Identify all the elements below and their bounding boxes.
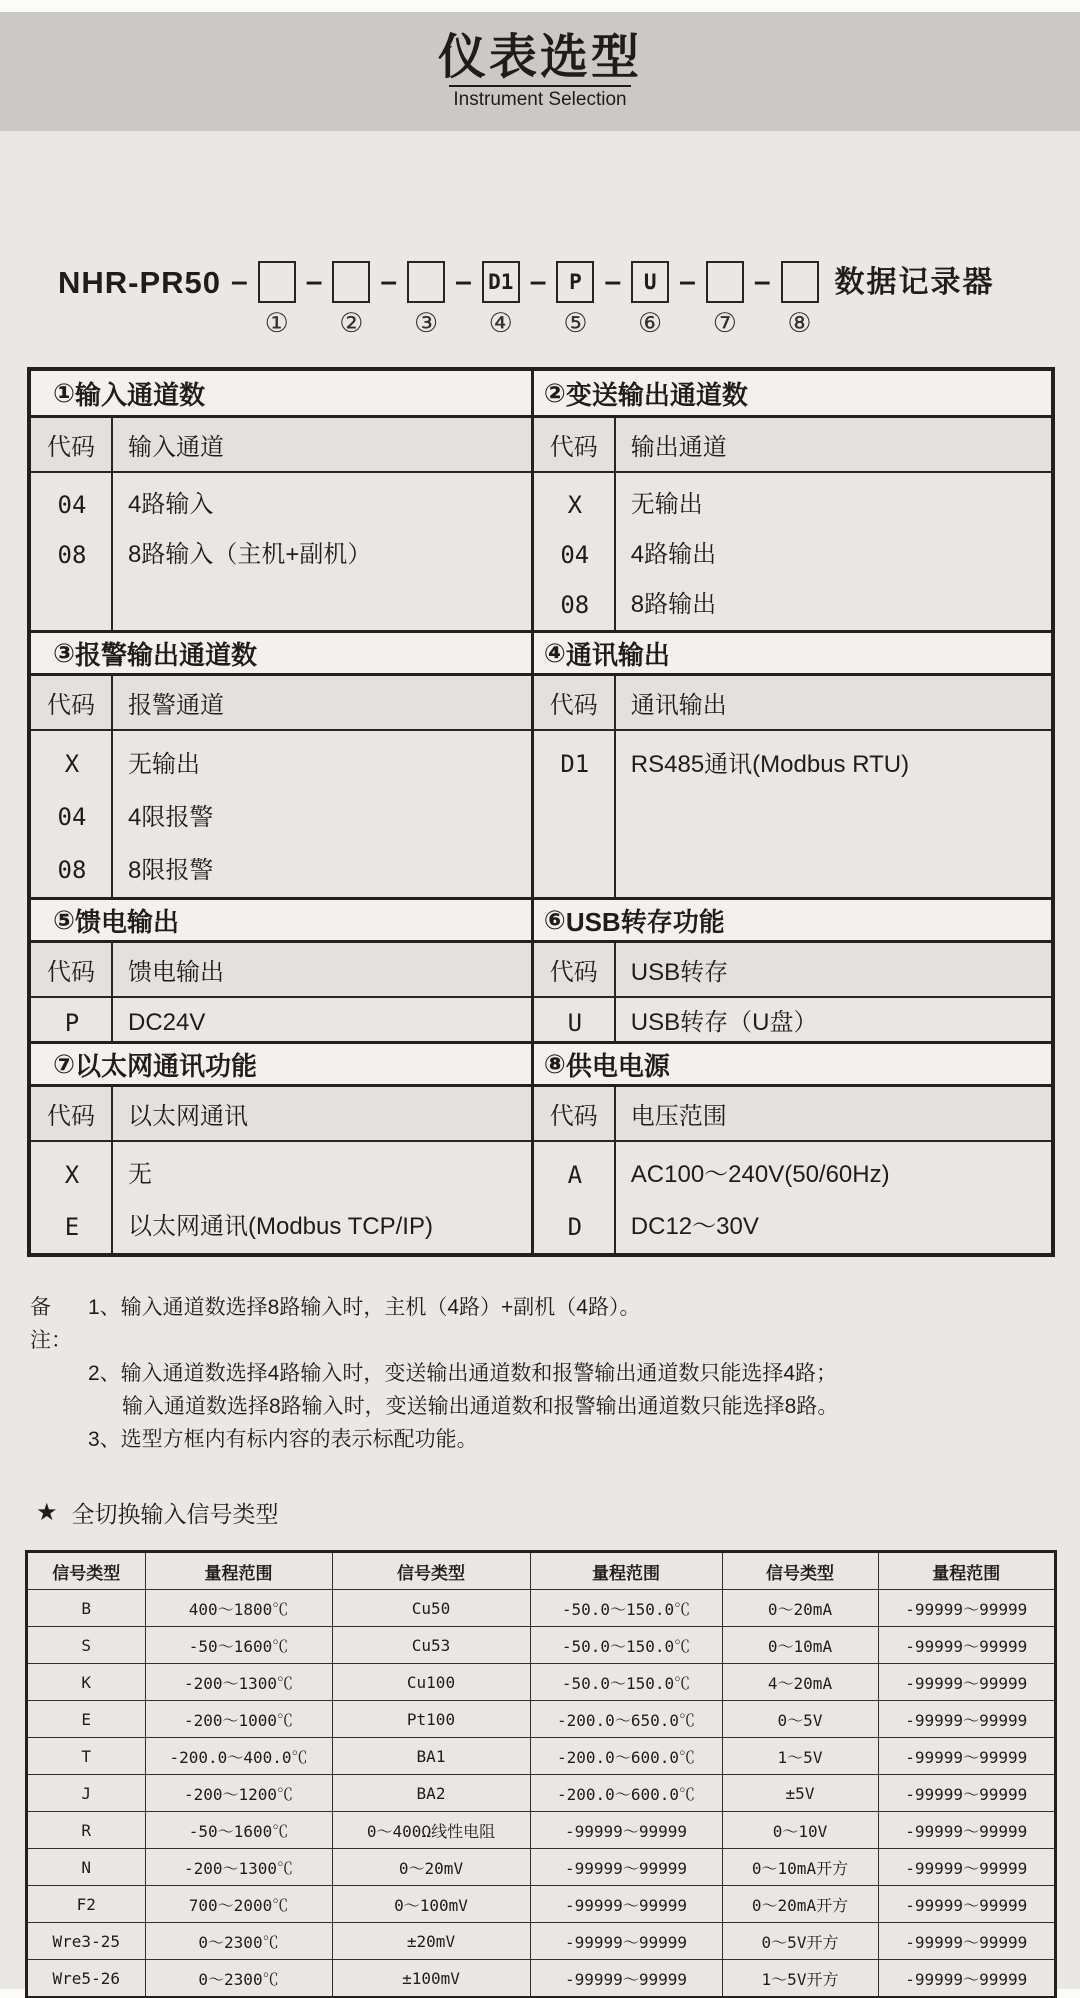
- option-row: [534, 580, 1051, 630]
- signal-cell: BA2: [332, 1775, 530, 1812]
- note-line-4: 3、选型方框内有标内容的表示标配功能。: [88, 1428, 478, 1451]
- signal-cell: -99999～99999: [530, 1960, 722, 1998]
- signal-cell: -99999～99999: [878, 1812, 1055, 1849]
- option-row: [534, 1149, 1051, 1201]
- option-row: [31, 530, 531, 580]
- code-column-header: 代码: [534, 1087, 616, 1140]
- signal-cell: -200.0～600.0℃: [530, 1738, 722, 1775]
- signal-cell: 0～10mA: [722, 1627, 878, 1664]
- model-box-5: P: [556, 261, 594, 303]
- option-code: P: [64, 1009, 80, 1037]
- signal-cell: -99999～99999: [878, 1664, 1055, 1701]
- signal-cell: B: [27, 1590, 145, 1627]
- section-rows: [31, 998, 531, 1041]
- option-label: 8限报警: [128, 857, 214, 884]
- signal-cell: ±5V: [722, 1775, 878, 1812]
- section-alarm-output-channels: [31, 633, 534, 897]
- signal-cell: 400～1800℃: [145, 1590, 332, 1627]
- section-number: ⑥: [543, 904, 566, 935]
- dash-separator: –: [455, 265, 472, 298]
- top-strip: [0, 0, 1080, 12]
- value-column-header: 报警通道: [128, 692, 224, 719]
- section-number: ①: [53, 377, 76, 408]
- signal-type-table: [26, 1551, 1056, 1998]
- signal-cell: -200.0～600.0℃: [530, 1775, 722, 1812]
- section-power-supply: [534, 1044, 1051, 1253]
- section-title: 变送输出通道数: [565, 379, 748, 410]
- option-row: [31, 791, 531, 844]
- option-code: 04: [57, 491, 87, 519]
- signal-row: [27, 1590, 1055, 1627]
- signal-cell: N: [27, 1849, 145, 1886]
- section-title: 以太网通讯功能: [75, 1050, 258, 1081]
- notes-block: [30, 1291, 1080, 1456]
- selection-band-1: [31, 371, 1051, 633]
- code-column-header: 代码: [534, 418, 616, 471]
- signal-cell: -200～1000℃: [145, 1701, 332, 1738]
- signal-cell: 0～10V: [722, 1812, 878, 1849]
- value-column-header: USB转存: [630, 959, 729, 986]
- signal-cell: -50.0～150.0℃: [530, 1590, 722, 1627]
- signal-col-header: 量程范围: [530, 1552, 722, 1590]
- page-header: [0, 12, 1080, 131]
- option-label: USB转存（U盘）: [630, 1009, 818, 1036]
- signal-cell: 700～2000℃: [145, 1886, 332, 1923]
- value-column-header: 输出通道: [630, 434, 727, 461]
- value-column-header: 通讯输出: [630, 692, 727, 719]
- model-slot-4: [482, 261, 520, 338]
- signal-cell: -99999～99999: [530, 1923, 722, 1960]
- selection-band-3: [31, 900, 1051, 1044]
- star-icon: ★: [36, 1499, 58, 1526]
- option-code: 08: [57, 856, 87, 884]
- option-label: 8路输入（主机+副机）: [128, 541, 372, 568]
- option-code: X: [64, 750, 80, 778]
- option-code: 08: [57, 541, 87, 569]
- model-box-1: [258, 261, 296, 303]
- signal-col-header: 量程范围: [145, 1552, 332, 1590]
- section-rows: [31, 1142, 531, 1253]
- option-row: [534, 738, 1051, 791]
- code-column-header: 代码: [31, 676, 113, 729]
- signal-cell: -200.0～650.0℃: [530, 1701, 722, 1738]
- signal-cell: -99999～99999: [878, 1960, 1055, 1998]
- section-input-channels: [31, 371, 534, 630]
- model-slot-8: [781, 261, 819, 338]
- slot-number-7: ⑦: [712, 308, 737, 338]
- model-slot-7: [706, 261, 744, 338]
- dash-separator: –: [679, 265, 696, 298]
- signal-cell: -99999～99999: [878, 1849, 1055, 1886]
- section-transmit-output-channels: [534, 371, 1051, 630]
- section-title: 供电电源: [565, 1050, 670, 1081]
- signal-cell: -99999～99999: [530, 1849, 722, 1886]
- signal-cell: -50.0～150.0℃: [530, 1627, 722, 1664]
- option-row: [534, 1201, 1051, 1253]
- model-code-line: [58, 261, 1080, 338]
- section-rows: [534, 731, 1051, 897]
- section-title: 输入通道数: [75, 379, 206, 410]
- signal-cell: -50.0～150.0℃: [530, 1664, 722, 1701]
- signal-cell: 4～20mA: [722, 1664, 878, 1701]
- signal-row: [27, 1960, 1055, 1998]
- section-rows: [534, 998, 1051, 1041]
- signal-cell: Wre5-26: [27, 1960, 145, 1998]
- signal-cell: K: [27, 1664, 145, 1701]
- signal-cell: -200～1200℃: [145, 1775, 332, 1812]
- signal-cell: -50～1600℃: [145, 1627, 332, 1664]
- section-title: USB转存功能: [565, 906, 725, 937]
- model-slot-5: [556, 261, 594, 338]
- signal-cell: -99999～99999: [878, 1738, 1055, 1775]
- signal-cell: BA1: [332, 1738, 530, 1775]
- option-code: U: [567, 1009, 583, 1037]
- signal-cell: Cu53: [332, 1627, 530, 1664]
- value-column-header: 输入通道: [128, 434, 224, 461]
- slot-number-8: ⑧: [787, 308, 812, 338]
- model-box-8: [781, 261, 819, 303]
- option-label: 4路输入: [128, 491, 214, 518]
- selection-band-2: [31, 633, 1051, 900]
- signal-cell: 0～400Ω线性电阻: [332, 1812, 530, 1849]
- selection-band-4: [31, 1044, 1051, 1253]
- signal-cell: 0～20mA开方: [722, 1886, 878, 1923]
- option-code: 08: [560, 591, 590, 619]
- signal-cell: Pt100: [332, 1701, 530, 1738]
- signal-cell: -99999～99999: [878, 1923, 1055, 1960]
- signal-cell: -99999～99999: [878, 1775, 1055, 1812]
- signal-cell: -200～1300℃: [145, 1664, 332, 1701]
- slot-number-4: ④: [488, 308, 513, 338]
- page-title: 仪表选型: [437, 31, 642, 84]
- option-label: AC100～240V(50/60Hz): [630, 1161, 890, 1188]
- signal-col-header: 量程范围: [878, 1552, 1055, 1590]
- section-number: ④: [543, 637, 566, 668]
- signal-cell: -99999～99999: [878, 1701, 1055, 1738]
- signal-row: [27, 1775, 1055, 1812]
- option-code: D: [567, 1213, 583, 1241]
- signal-row: [27, 1849, 1055, 1886]
- signal-cell: -99999～99999: [878, 1627, 1055, 1664]
- option-code: X: [64, 1161, 80, 1189]
- option-label: 以太网通讯(Modbus TCP/IP): [128, 1213, 433, 1240]
- signal-cell: ±100mV: [332, 1960, 530, 1998]
- model-prefix: NHR-PR50: [58, 265, 222, 300]
- slot-number-5: ⑤: [563, 308, 588, 338]
- signal-cell: J: [27, 1775, 145, 1812]
- section-number: ③: [53, 637, 76, 668]
- code-column-header: 代码: [534, 676, 616, 729]
- signal-cell: 0～100mV: [332, 1886, 530, 1923]
- section-ethernet: [31, 1044, 534, 1253]
- option-label: 4限报警: [128, 804, 214, 831]
- option-label: 无输出: [630, 491, 703, 518]
- code-column-header: 代码: [31, 418, 113, 471]
- model-slot-6: [631, 261, 669, 338]
- model-suffix: 数据记录器: [834, 266, 995, 299]
- signal-cell: -200.0～400.0℃: [145, 1738, 332, 1775]
- option-label: 4路输出: [630, 541, 717, 568]
- signal-cell: 0～10mA开方: [722, 1849, 878, 1886]
- option-code: D1: [560, 750, 590, 778]
- signal-cell: Wre3-25: [27, 1923, 145, 1960]
- signal-cell: 1～5V: [722, 1738, 878, 1775]
- dash-separator: –: [753, 265, 771, 298]
- model-box-2: [332, 261, 370, 303]
- signal-row: [27, 1923, 1055, 1960]
- option-label: 无: [128, 1161, 152, 1188]
- option-label: 8路输出: [630, 591, 717, 618]
- signal-cell: -99999～99999: [878, 1886, 1055, 1923]
- option-label: RS485通讯(Modbus RTU): [630, 751, 910, 778]
- section-communication-output: [534, 633, 1051, 897]
- signal-header-row: [27, 1552, 1055, 1590]
- section-number: ②: [543, 377, 566, 408]
- option-label: DC12～30V: [630, 1213, 759, 1240]
- slot-number-3: ③: [413, 308, 439, 338]
- note-line-2: 2、输入通道数选择4路输入时，变送输出通道数和报警输出通道数只能选择4路；: [88, 1362, 838, 1385]
- signal-cell: 0～2300℃: [145, 1923, 332, 1960]
- section-number: ⑤: [53, 904, 76, 935]
- signal-cell: -99999～99999: [530, 1812, 722, 1849]
- option-row: [31, 844, 531, 897]
- value-column-header: 电压范围: [630, 1103, 727, 1130]
- option-code: 04: [560, 541, 590, 569]
- option-code: A: [567, 1161, 583, 1189]
- section-number: ⑦: [53, 1048, 76, 1079]
- signal-cell: ±20mV: [332, 1923, 530, 1960]
- code-column-header: 代码: [31, 1087, 113, 1140]
- signal-section-title-text: 全切换输入信号类型: [71, 1501, 279, 1527]
- section-rows: [534, 473, 1051, 630]
- model-box-7: [706, 261, 744, 303]
- signal-col-header: 信号类型: [722, 1552, 878, 1590]
- code-column-header: 代码: [534, 943, 616, 996]
- model-box-3: [407, 261, 445, 303]
- section-rows: [31, 731, 531, 897]
- signal-cell: -99999～99999: [878, 1590, 1055, 1627]
- value-column-header: 馈电输出: [128, 959, 224, 986]
- signal-cell: T: [27, 1738, 145, 1775]
- signal-cell: 1～5V开方: [722, 1960, 878, 1998]
- option-row: [31, 1201, 531, 1253]
- section-title: 报警输出通道数: [75, 639, 258, 670]
- signal-section-title: [36, 1496, 1080, 1529]
- signal-cell: 0～20mA: [722, 1590, 878, 1627]
- section-rows: [534, 1142, 1051, 1253]
- slot-number-6: ⑥: [638, 308, 663, 338]
- signal-row: [27, 1664, 1055, 1701]
- section-usb-transfer: [534, 900, 1051, 1041]
- signal-cell: E: [27, 1701, 145, 1738]
- option-row: [31, 738, 531, 791]
- section-number: ⑧: [543, 1048, 566, 1079]
- dash-separator: –: [380, 265, 398, 298]
- selection-table: [27, 367, 1055, 1257]
- signal-row: [27, 1738, 1055, 1775]
- dash-separator: –: [604, 265, 622, 298]
- signal-row: [27, 1886, 1055, 1923]
- option-code: X: [567, 491, 583, 519]
- signal-row: [27, 1812, 1055, 1849]
- signal-cell: -99999～99999: [530, 1886, 722, 1923]
- model-slot-3: [407, 261, 445, 338]
- section-title: 通讯输出: [565, 639, 670, 670]
- notes-label: 备注：: [30, 1296, 72, 1352]
- signal-col-header: 信号类型: [27, 1552, 145, 1590]
- code-column-header: 代码: [31, 943, 113, 996]
- signal-cell: 0～5V: [722, 1701, 878, 1738]
- option-code: E: [64, 1213, 80, 1241]
- note-line-3: 输入通道数选择8路输入时，变送输出通道数和报警输出通道数只能选择8路。: [122, 1395, 839, 1418]
- model-box-6: U: [631, 261, 669, 303]
- option-row: [31, 1149, 531, 1201]
- slot-number-1: ①: [264, 308, 289, 338]
- signal-cell: S: [27, 1627, 145, 1664]
- option-row: [534, 530, 1051, 580]
- model-slot-1: [258, 261, 296, 338]
- dash-separator: –: [231, 265, 248, 298]
- title-underline: [449, 85, 631, 87]
- page-subtitle: Instrument Selection: [453, 89, 627, 110]
- option-row: [31, 480, 531, 530]
- signal-cell: 0～5V开方: [722, 1923, 878, 1960]
- slot-number-2: ②: [339, 308, 364, 338]
- option-row: [534, 1005, 1051, 1041]
- signal-cell: 0～20mV: [332, 1849, 530, 1886]
- signal-cell: Cu100: [332, 1664, 530, 1701]
- dash-separator: –: [529, 265, 547, 298]
- signal-row: [27, 1627, 1055, 1664]
- section-feed-output: [31, 900, 534, 1041]
- section-title: 馈电输出: [75, 906, 180, 937]
- model-box-4: D1: [482, 261, 520, 303]
- signal-cell: R: [27, 1812, 145, 1849]
- note-line-1: 1、输入通道数选择8路输入时，主机（4路）+副机（4路）。: [88, 1296, 641, 1319]
- option-row: [31, 1005, 531, 1041]
- signal-cell: F2: [27, 1886, 145, 1923]
- signal-col-header: 信号类型: [332, 1552, 530, 1590]
- dash-separator: –: [305, 265, 323, 298]
- option-code: 04: [57, 803, 87, 831]
- signal-cell: Cu50: [332, 1590, 530, 1627]
- signal-cell: -200～1300℃: [145, 1849, 332, 1886]
- option-row: [534, 480, 1051, 530]
- value-column-header: 以太网通讯: [128, 1103, 248, 1130]
- model-slot-2: [332, 261, 370, 338]
- signal-row: [27, 1701, 1055, 1738]
- option-label: DC24V: [128, 1009, 206, 1036]
- section-rows: [31, 473, 531, 630]
- signal-cell: 0～2300℃: [145, 1960, 332, 1998]
- option-label: 无输出: [128, 751, 200, 778]
- signal-cell: -50～1600℃: [145, 1812, 332, 1849]
